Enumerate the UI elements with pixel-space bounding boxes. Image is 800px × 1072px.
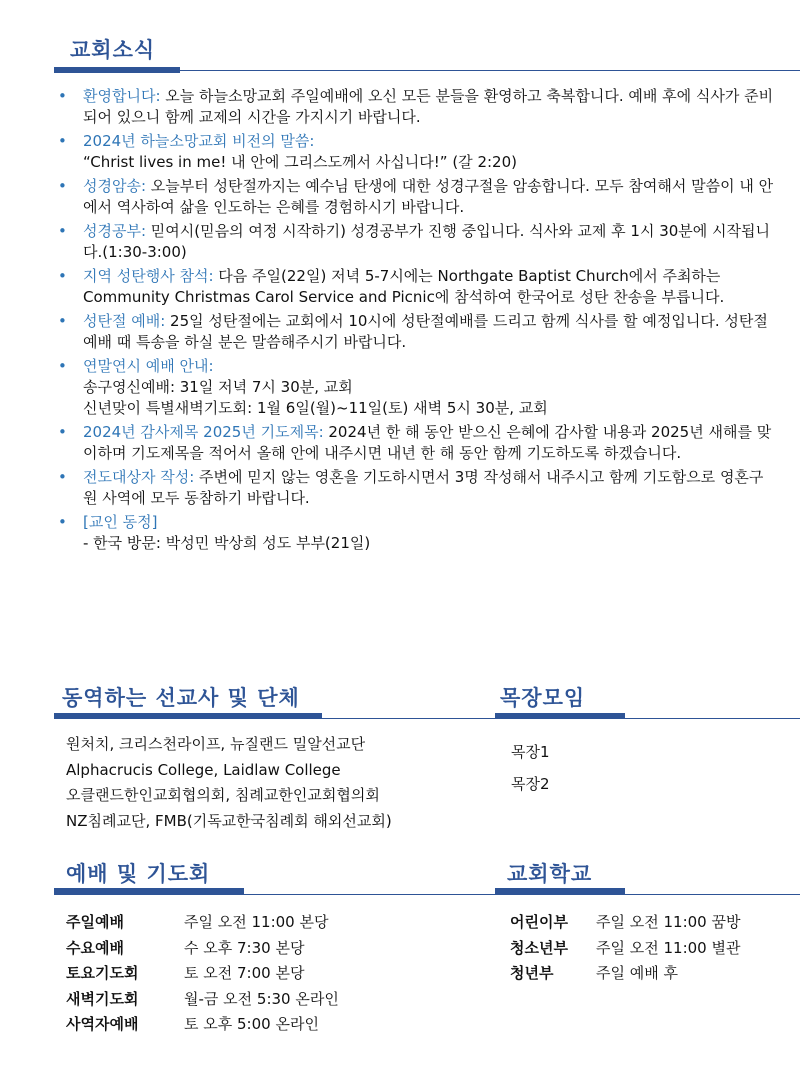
shepherd-title-underline — [495, 713, 625, 719]
service-name: 주일예배 — [66, 913, 124, 931]
news-item — [56, 311, 776, 353]
news-item-label: 환영합니다 — [83, 87, 156, 105]
bullet-icon: • — [58, 513, 67, 531]
news-item-label: 성탄절 예배 — [83, 312, 161, 330]
worship-section-title: 예배 및 기도회 — [66, 862, 211, 886]
news-item-text: 다음 주일(22일) 저녁 5-7시에는 Northgate Baptist Church에서 주최하는 Community Christmas Carol Service and Picnic에 참석하여 한국어로 성탄 찬송을 부릅니다. — [83, 267, 725, 306]
shepherd-group-item: 목장2 — [511, 775, 550, 793]
worship-title-underline — [54, 888, 244, 894]
news-title-underline — [54, 67, 180, 73]
news-item — [56, 266, 776, 308]
news-item — [56, 467, 776, 509]
table-row — [66, 910, 339, 936]
table-row — [66, 936, 339, 962]
school-dept-name: 청소년부 — [510, 938, 568, 957]
news-item-text: 25일 성탄절에는 교회에서 10시에 성탄절예배를 드리고 함께 식사를 할 예정입니다. 성탄절예배 때 특송을 하실 분은 말씀해주시기 바랍니다. — [83, 312, 768, 351]
news-item-separator: : — [155, 87, 166, 105]
bullet-icon: • — [58, 267, 67, 285]
bullet-icon: • — [58, 312, 67, 330]
news-item-separator: : — [208, 267, 219, 285]
bullet-icon: • — [58, 87, 67, 105]
shepherd-groups-list — [511, 736, 550, 800]
school-dept-time: 주일 오전 11:00 별관 — [596, 938, 741, 957]
news-item — [56, 131, 776, 173]
table-row — [510, 936, 740, 962]
missionary-item: 원처치, 크리스천라이프, 뉴질랜드 밀알선교단 — [66, 735, 366, 753]
news-item-subline: 신년맞이 특별새벽기도회: 1월 6일(월)~11일(토) 새벽 5시 30분, 교회 — [83, 399, 548, 417]
table-row — [66, 961, 339, 987]
missionaries-section-title: 동역하는 선교사 및 단체 — [62, 686, 300, 710]
service-name: 토요기도회 — [66, 964, 139, 982]
news-item-separator: : — [309, 132, 315, 150]
bullet-icon: • — [58, 132, 67, 150]
news-list — [56, 86, 776, 557]
missionary-item: 오클랜드한인교회협의회, 침례교한인교회협의회 — [66, 786, 380, 804]
news-item-text: 주변에 믿지 않는 영혼을 기도하시면서 3명 작성해서 내주시고 함께 기도함으로 영혼구원 사역에 모두 동참하기 바랍니다. — [83, 468, 764, 507]
school-dept-name: 어린이부 — [510, 913, 568, 931]
bullet-icon: • — [58, 177, 67, 195]
news-item-label: 연말연시 예배 안내 — [83, 357, 209, 375]
news-item-separator: : — [318, 423, 329, 441]
news-item — [56, 422, 776, 464]
school-dept-time: 주일 예배 후 — [596, 964, 678, 982]
news-item-label: 지역 성탄행사 참석 — [83, 267, 209, 285]
news-item-separator: : — [160, 312, 171, 330]
news-item — [56, 86, 776, 128]
missionaries-list — [66, 732, 506, 834]
news-item-text: 오늘부터 성탄절까지는 예수님 탄생에 대한 성경구절을 암송합니다. 모두 참여해서 말씀이 내 안에서 역사하여 삶을 인도하는 은혜를 경험하시기 바랍니다. — [83, 177, 774, 216]
service-time: 월-금 오전 5:30 온라인 — [184, 989, 339, 1008]
news-item-label: 성경공부 — [83, 222, 141, 240]
missionaries-title-underline — [54, 713, 322, 719]
news-item-subline: “Christ lives in me! 내 안에 그리스도께서 사십니다!” (갈 2:20) — [83, 153, 517, 171]
worship-schedule-table — [66, 910, 339, 1038]
news-item — [56, 356, 776, 419]
table-row — [510, 961, 740, 987]
news-item-label: 성경암송 — [83, 177, 141, 195]
news-item-label: [교인 동정] — [83, 513, 158, 531]
table-row — [66, 987, 339, 1013]
table-row — [510, 910, 740, 936]
school-dept-time: 주일 오전 11:00 꿈방 — [596, 913, 741, 931]
news-item-subline: 송구영신예배: 31일 저녁 7시 30분, 교회 — [83, 378, 353, 396]
news-item-label: 전도대상자 작성 — [83, 468, 190, 486]
service-name: 수요예배 — [66, 938, 124, 957]
worship-title-rule — [54, 894, 800, 895]
news-item-text: 믿여시(믿음의 여정 시작하기) 성경공부가 진행 중입니다. 식사와 교제 후 1시 30분에 시작됩니다.(1:30-3:00) — [83, 222, 770, 261]
bullet-icon: • — [58, 222, 67, 240]
bullet-icon: • — [58, 423, 67, 441]
service-name: 사역자예배 — [66, 1015, 139, 1033]
bullet-icon: • — [58, 468, 67, 486]
news-item-separator: : — [208, 357, 214, 375]
service-name: 새벽기도회 — [66, 989, 139, 1008]
news-item — [56, 221, 776, 263]
news-item-label: 2024년 하늘소망교회 비전의 말씀 — [83, 132, 310, 150]
school-dept-name: 청년부 — [510, 964, 554, 982]
service-time: 토 오전 7:00 본당 — [184, 964, 305, 982]
shepherd-section-title: 목장모임 — [500, 686, 586, 710]
missionary-item: Alphacrucis College, Laidlaw College — [66, 760, 341, 779]
news-item-subline: - 한국 방문: 박성민 박상희 성도 부부(21일) — [83, 534, 371, 552]
news-item-label: 2024년 감사제목 2025년 기도제목 — [83, 423, 319, 441]
school-schedule-table — [510, 910, 740, 987]
shepherd-group-item: 목장1 — [511, 743, 550, 761]
missionary-item: NZ침례교단, FMB(기독교한국침례회 해외선교회) — [66, 811, 392, 830]
service-time: 주일 오전 11:00 본당 — [184, 913, 329, 931]
news-section-title: 교회소식 — [70, 38, 156, 62]
table-row — [66, 1012, 339, 1038]
news-item — [56, 176, 776, 218]
news-item-separator: : — [140, 222, 151, 240]
news-item — [56, 512, 776, 554]
news-item-text: 2024년 한 해 동안 받으신 은혜에 감사할 내용과 2025년 새해를 맞이하며 기도제목을 적어서 올해 안에 내주시면 내년 한 해 동안 함께 기도하도록 하겠습니다. — [83, 423, 772, 462]
news-item-separator: : — [189, 468, 200, 486]
service-time: 토 오후 5:00 온라인 — [184, 1015, 319, 1033]
school-title-underline — [495, 888, 625, 894]
school-section-title: 교회학교 — [507, 862, 593, 886]
service-time: 수 오후 7:30 본당 — [184, 938, 305, 957]
bullet-icon: • — [58, 357, 67, 375]
news-item-separator: : — [140, 177, 151, 195]
news-item-text: 오늘 하늘소망교회 주일예배에 오신 모든 분들을 환영하고 축복합니다. 예배 후에 식사가 준비되어 있으니 함께 교제의 시간을 가지시기 바랍니다. — [83, 87, 774, 126]
